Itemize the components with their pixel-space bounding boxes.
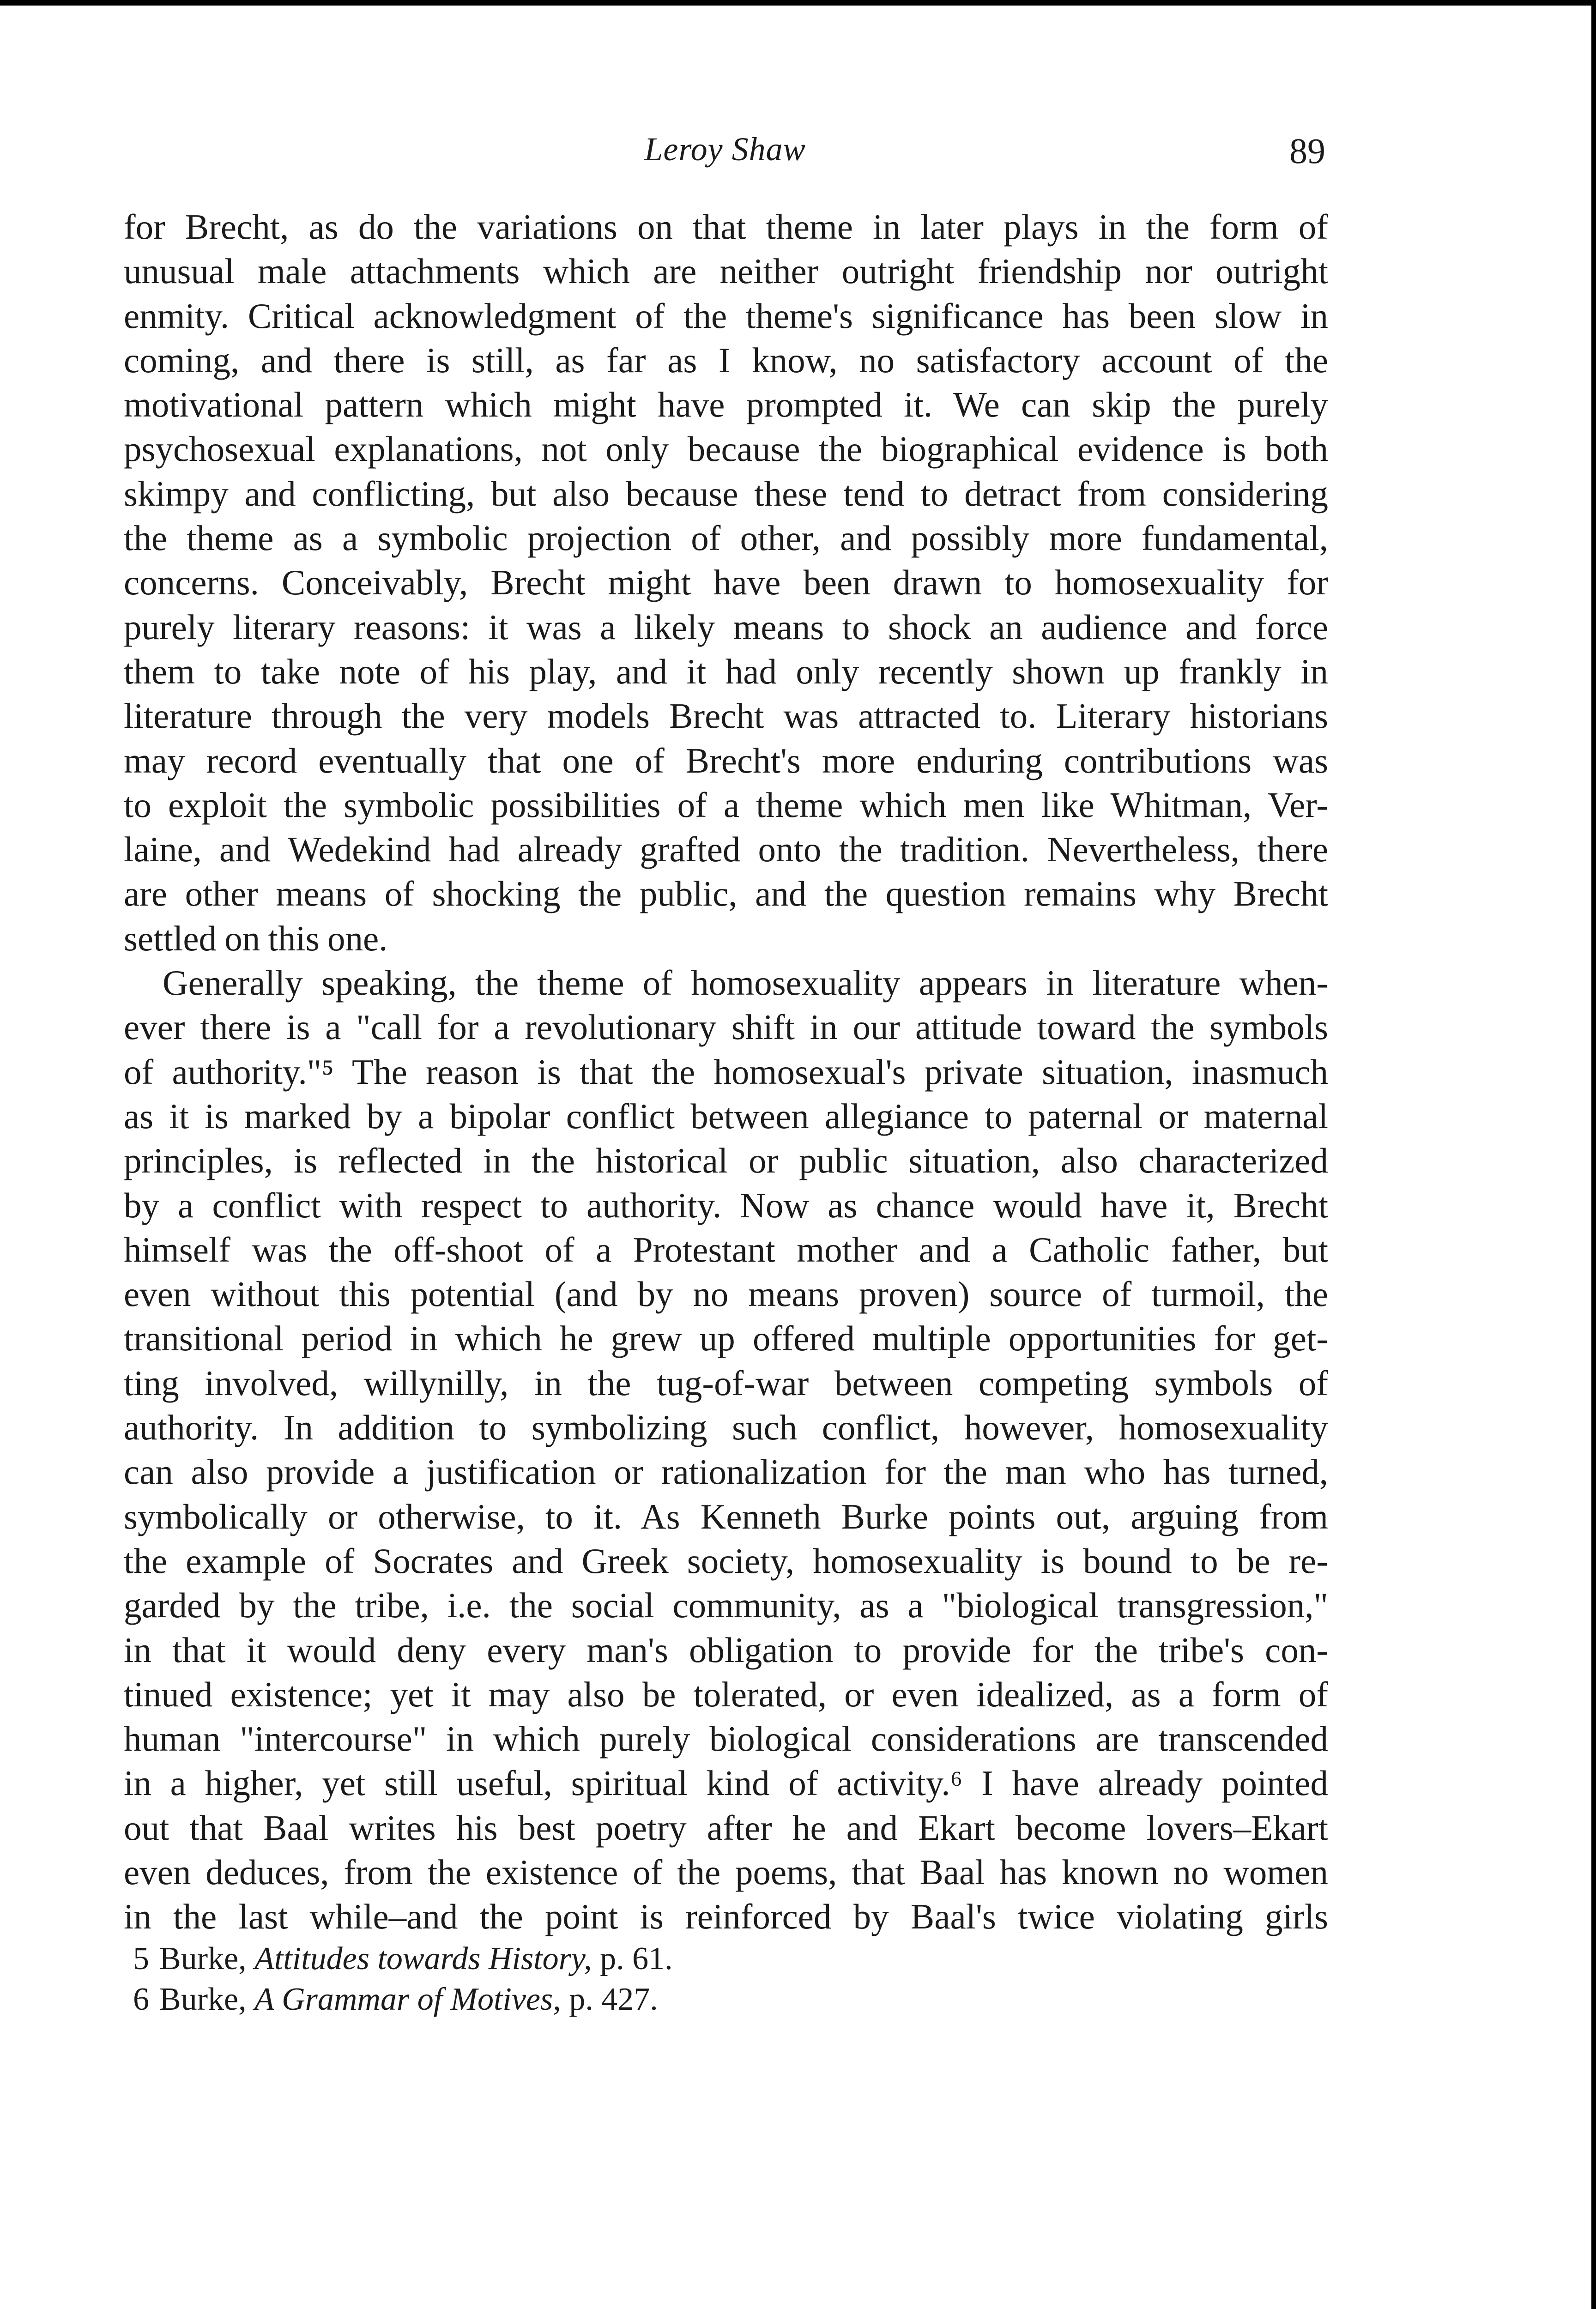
paragraph-start-line: Generally speaking, the theme of homosexuality appears in literature when- bbox=[163, 963, 1328, 1003]
text-line: in that it would deny every man's obligation to provide for the tribe's con- bbox=[124, 1630, 1328, 1670]
text-line: enmity. Critical acknowledgment of the theme's significance has been slow in bbox=[124, 296, 1328, 336]
text-line: transitional period in which he grew up offered multiple opportunities for get- bbox=[124, 1318, 1328, 1359]
page-header bbox=[125, 130, 1325, 186]
text-line: motivational pattern which might have prompted it. We can skip the purely bbox=[124, 385, 1328, 425]
text-line: them to take note of his play, and it had only recently shown up frankly in bbox=[124, 651, 1328, 691]
text-line: garded by the tribe, i.e. the social community, as a "biological transgression," bbox=[124, 1585, 1328, 1626]
footnote-title: Attitudes towards History, bbox=[254, 1941, 592, 1977]
text-line: even deduces, from the existence of the poems, that Baal has known no women bbox=[124, 1852, 1328, 1892]
text-line: himself was the off-shoot of a Protestant mother and a Catholic father, but bbox=[124, 1229, 1328, 1269]
text-line: in the last while–and the point is reinforced by Baal's twice violating girls bbox=[124, 1897, 1328, 1937]
text-line: tinued existence; yet it may also be tolerated, or even idealized, as a form of bbox=[124, 1674, 1328, 1714]
footnote-page: p. 61. bbox=[600, 1941, 673, 1977]
text-line: are other means of shocking the public, and the question remains why Brecht bbox=[124, 874, 1328, 914]
text-line: can also provide a justification or rationalization for the man who has turned, bbox=[124, 1452, 1328, 1492]
text-line: authority. In addition to symbolizing such conflict, however, homosexuality bbox=[124, 1408, 1328, 1448]
scan-edge-right bbox=[1591, 0, 1596, 2309]
text-line: may record eventually that one of Brecht's more enduring contributions was bbox=[124, 740, 1328, 780]
text-line: ever there is a "call for a revolutionary shift in our attitude toward the symbols bbox=[124, 1007, 1328, 1047]
page-number: 89 bbox=[1289, 131, 1325, 171]
scan-edge-top bbox=[0, 0, 1596, 6]
footnote-title: A Grammar of Motives, bbox=[254, 1982, 561, 2017]
text-line: the example of Socrates and Greek society, homosexuality is bound to be re- bbox=[124, 1541, 1328, 1581]
footnotes bbox=[124, 1939, 1328, 2020]
text-line: literature through the very models Brecht was attracted to. Literary historians bbox=[124, 696, 1328, 736]
footnote bbox=[124, 1979, 1328, 2020]
running-head: Leroy Shaw bbox=[644, 131, 806, 168]
text-line: unusual male attachments which are neither outright friendship nor outright bbox=[124, 251, 1328, 291]
text-line: the theme as a symbolic projection of other, and possibly more fundamental, bbox=[124, 518, 1328, 558]
text-line: even without this potential (and by no means proven) source of turmoil, the bbox=[124, 1274, 1328, 1314]
footnote-author: Burke, bbox=[159, 1982, 247, 2017]
text-line: skimpy and conflicting, but also because these tend to detract from considering bbox=[124, 473, 1328, 514]
text-line: ting involved, willynilly, in the tug-of-war between competing symbols of bbox=[124, 1363, 1328, 1403]
footnote-author: Burke, bbox=[159, 1941, 247, 1977]
text-line: symbolically or otherwise, to it. As Kenneth Burke points out, arguing from bbox=[124, 1496, 1328, 1536]
text-line: to exploit the symbolic possibilities of a theme which men like Whitman, Ver- bbox=[124, 785, 1328, 825]
text-line: as it is marked by a bipolar conflict between allegiance to paternal or maternal bbox=[124, 1096, 1328, 1136]
text-line: by a conflict with respect to authority. Now as chance would have it, Brecht bbox=[124, 1185, 1328, 1225]
text-line: laine, and Wedekind had already grafted onto the tradition. Nevertheless, there bbox=[124, 829, 1328, 870]
text-line: principles, is reflected in the historical or public situation, also characterized bbox=[124, 1141, 1328, 1181]
body-text bbox=[124, 205, 1328, 1939]
text-line: for Brecht, as do the variations on that theme in later plays in the form of bbox=[124, 207, 1328, 247]
text-line: of authority."⁵ The reason is that the homosexual's private situation, inasmuch bbox=[124, 1052, 1328, 1092]
footnote-number: 6 bbox=[133, 1982, 149, 2017]
text-line: human "intercourse" in which purely biological considerations are transcended bbox=[124, 1719, 1328, 1759]
footnote-number: 5 bbox=[133, 1941, 149, 1977]
text-line: purely literary reasons: it was a likely means to shock an audience and force bbox=[124, 607, 1328, 647]
text-line: psychosexual explanations, not only because the biographical evidence is both bbox=[124, 429, 1328, 469]
text-line: in a higher, yet still useful, spiritual kind of activity.⁶ I have already pointed bbox=[124, 1763, 1328, 1803]
text-line: out that Baal writes his best poetry after he and Ekart become lovers–Ekart bbox=[124, 1807, 1328, 1848]
paragraph-end-line: settled on this one. bbox=[124, 918, 388, 958]
footnote-page: p. 427. bbox=[569, 1982, 658, 2017]
text-line: coming, and there is still, as far as I know, no satisfactory account of the bbox=[124, 340, 1328, 380]
text-line: concerns. Conceivably, Brecht might have been drawn to homosexuality for bbox=[124, 562, 1328, 603]
footnote bbox=[124, 1939, 1328, 1979]
